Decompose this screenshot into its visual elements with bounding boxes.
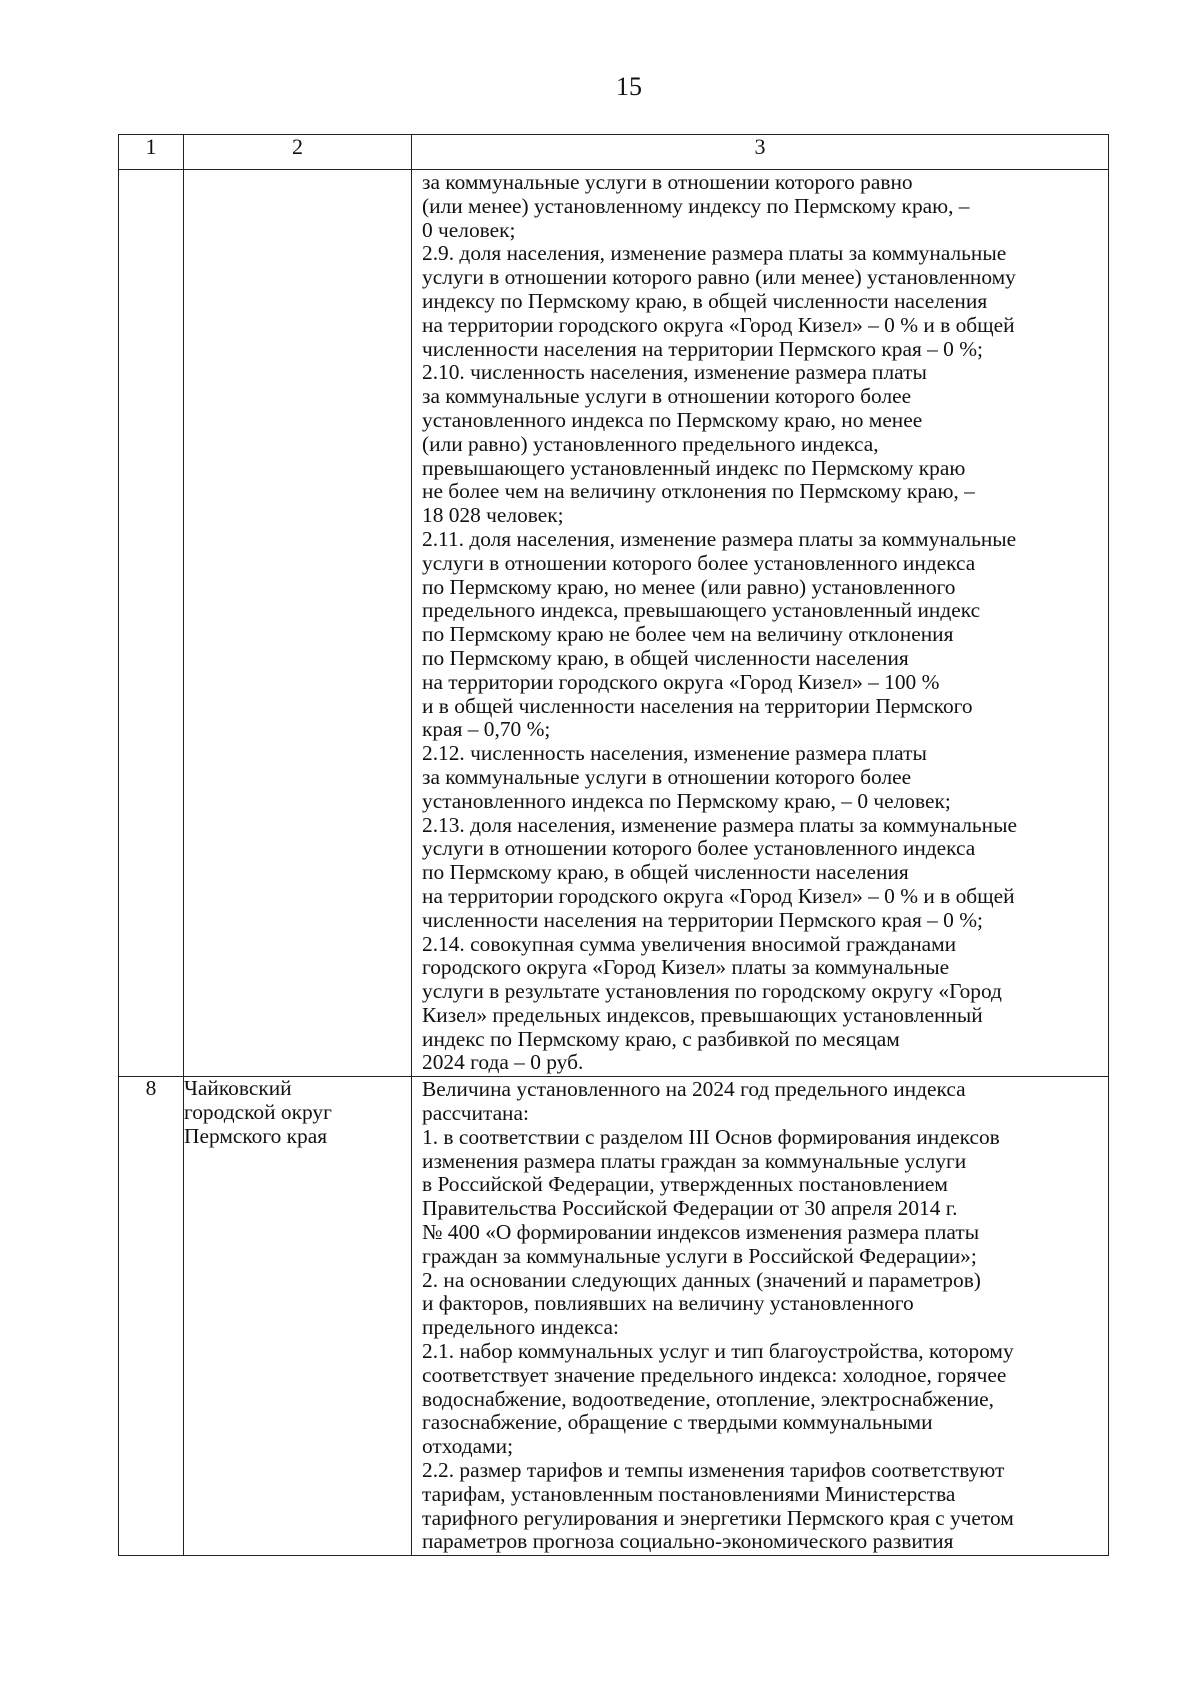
text-line: 2.13. доля населения, изменение размера платы за коммунальные [422,812,1017,837]
text-line: установленного индекса по Пермскому краю, – 0 человек; [422,788,951,813]
text-line: 2. на основании следующих данных (значений и параметров) [422,1267,981,1292]
text-line: услуги в отношении которого более установленного индекса [422,836,976,861]
text-line: и в общей численности населения на территории Пермского [422,693,973,718]
text-line: численности населения на территории Пермского края – 0 %; [422,336,983,361]
text-line: Чайковский [184,1076,292,1101]
text-line: рассчитана: [422,1101,529,1126]
text-line: установленного индекса по Пермскому краю, но менее [422,407,923,432]
page-number: 15 [616,72,642,101]
text-line: и факторов, повлиявших на величину установленного [422,1291,914,1316]
text-line: 2.12. численность населения, изменение размера платы [422,741,927,766]
table-row-continued [119,170,1109,1077]
text-line: № 400 «О формировании индексов изменения размера платы [422,1220,980,1245]
text-line: отходами; [422,1434,514,1459]
header-col-1: 1 [119,135,184,170]
text-line: 2.14. совокупная сумма увеличения вносимой гражданами [422,931,957,956]
text-line: соответствует значение предельного индекса: холодное, горячее [422,1362,1007,1387]
text-line: 2.1. набор коммунальных услуг и тип благоустройства, которому [422,1339,1014,1364]
table-row-8 [119,1077,1109,1556]
text-line: края – 0,70 %; [422,717,551,742]
row-number-cell [119,170,184,1077]
text-line: на территории городского округа «Город Кизел» – 0 % и в общей [422,312,1015,337]
text-line: услуги в отношении которого равно (или менее) установленному [422,265,1016,290]
text-line: услуги в отношении которого более установленного индекса [422,550,976,575]
text-line: городского округа «Город Кизел» платы за коммунальные [422,955,950,980]
text-line: Правительства Российской Федерации от 30 апреля 2014 г. [422,1196,958,1221]
text-line: Кизел» предельных индексов, превышающих установленный [422,1002,983,1027]
text-line: услуги в результате установления по городскому округу «Город [422,979,1002,1004]
text-line: граждан за коммунальные услуги в Российской Федерации»; [422,1243,977,1268]
text-line: индекс по Пермскому краю, с разбивкой по месяцам [422,1026,900,1051]
text-line: 1. в соответствии с разделом III Основ формирования индексов [422,1124,1000,1149]
text-line: (или равно) установленного предельного индекса, [422,431,879,456]
table-header-row [119,135,1109,170]
text-line: по Пермскому краю, но менее (или равно) установленного [422,574,956,599]
text-line: изменения размера платы граждан за коммунальные услуги [422,1148,967,1173]
text-line: Пермского края [184,1123,328,1148]
text-line: 0 человек; [422,217,516,242]
text-line: по Пермскому краю не более чем на величину отклонения [422,622,954,647]
text-line: тарифам, установленным постановлениями Министерства [422,1481,956,1506]
text-line: тарифного регулирования и энергетики Пермского края с учетом [422,1505,1014,1530]
row-text-cell [412,170,1109,1077]
text-line: не более чем на величину отклонения по Пермскому краю, – [422,479,975,504]
row-name-cell [184,170,412,1077]
text-line: в Российской Федерации, утвержденных постановлением [422,1172,948,1197]
text-line: предельного индекса, превышающего установленный индекс [422,598,981,623]
row-text [412,1077,1108,1555]
row-text-cell [412,1077,1109,1556]
document-table [118,134,1109,1556]
text-line: индексу по Пермскому краю, в общей численности населения [422,288,988,313]
text-line: Величина установленного на 2024 год предельного индекса [422,1077,966,1102]
text-line: 2.9. доля населения, изменение размера платы за коммунальные [422,241,1007,266]
row-text [412,170,1108,1076]
header-col-3: 3 [412,135,1109,170]
text-line: 2024 года – 0 руб. [422,1050,584,1075]
text-line: газоснабжение, обращение с твердыми коммунальными [422,1410,933,1435]
text-line: за коммунальные услуги в отношении которого более [422,764,912,789]
text-line: превышающего установленный индекс по Пермскому краю [422,455,966,480]
text-line: за коммунальные услуги в отношении которого равно [422,170,913,194]
text-line: (или менее) установленному индексу по Пермскому краю, – [422,193,970,218]
text-line: предельного индекса: [422,1315,619,1340]
text-line: 2.2. размер тарифов и темпы изменения тарифов соответствуют [422,1458,1005,1483]
text-line: на территории городского округа «Город Кизел» – 0 % и в общей [422,883,1015,908]
text-line: водоснабжение, водоотведение, отопление, электроснабжение, [422,1386,995,1411]
text-line: численности населения на территории Пермского края – 0 %; [422,907,983,932]
text-line: по Пермскому краю, в общей численности населения [422,860,909,885]
text-line: 18 028 человек; [422,503,564,528]
row-name-cell [184,1077,412,1556]
header-col-2: 2 [184,135,412,170]
text-line: по Пермскому краю, в общей численности населения [422,645,909,670]
text-line: 2.10. численность населения, изменение размера платы [422,360,927,385]
row-number-cell: 8 [119,1077,184,1556]
text-line: за коммунальные услуги в отношении которого более [422,384,912,409]
text-line: на территории городского округа «Город Кизел» – 100 % [422,669,940,694]
text-line: 2.11. доля населения, изменение размера платы за коммунальные [422,526,1017,551]
text-line: параметров прогноза социально-экономического развития [422,1529,954,1554]
text-line: городской округ [184,1100,332,1125]
